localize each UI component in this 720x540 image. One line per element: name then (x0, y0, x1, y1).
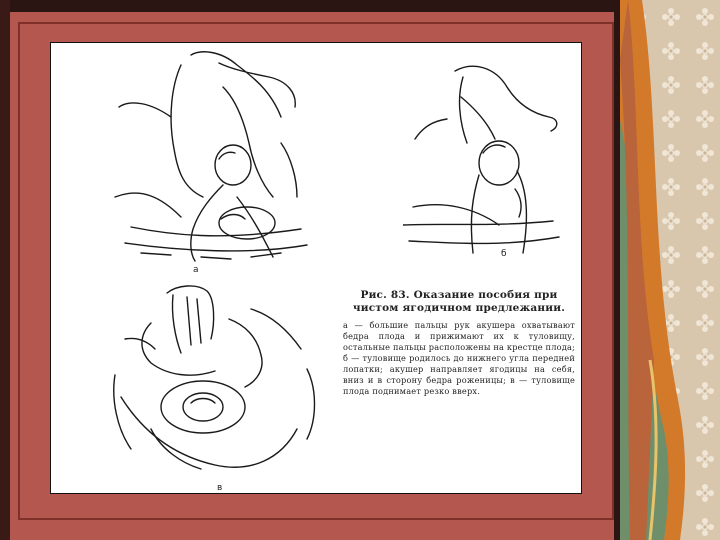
figure-label-b: б (501, 249, 507, 259)
illustration-a (111, 47, 311, 265)
figure-caption (343, 289, 575, 397)
illustration-c (111, 279, 321, 475)
illustration-b (403, 57, 563, 257)
slide-frame-top (0, 0, 620, 12)
caption-body: а — большие пальцы рук акушера охватывают бедра плода и прижимают их к туловищу, остальные пальцы расположены на крестце плода; б — туловище родилось до нижнего угла передней лопатки; акушер направляет ягодицы на себя, вниз и в сторону бедра роженицы; в — туловище плода поднимает резко вверх. (343, 320, 576, 396)
figure-label-c: в (217, 483, 223, 493)
figure-label-a: а (193, 265, 199, 275)
caption-title: Рис. 83. Оказание пособия при чистом ягодичном предлежании. (352, 289, 566, 314)
decorative-side-panel (620, 0, 720, 540)
textbook-page (50, 42, 582, 494)
slide-frame-left (0, 0, 10, 540)
